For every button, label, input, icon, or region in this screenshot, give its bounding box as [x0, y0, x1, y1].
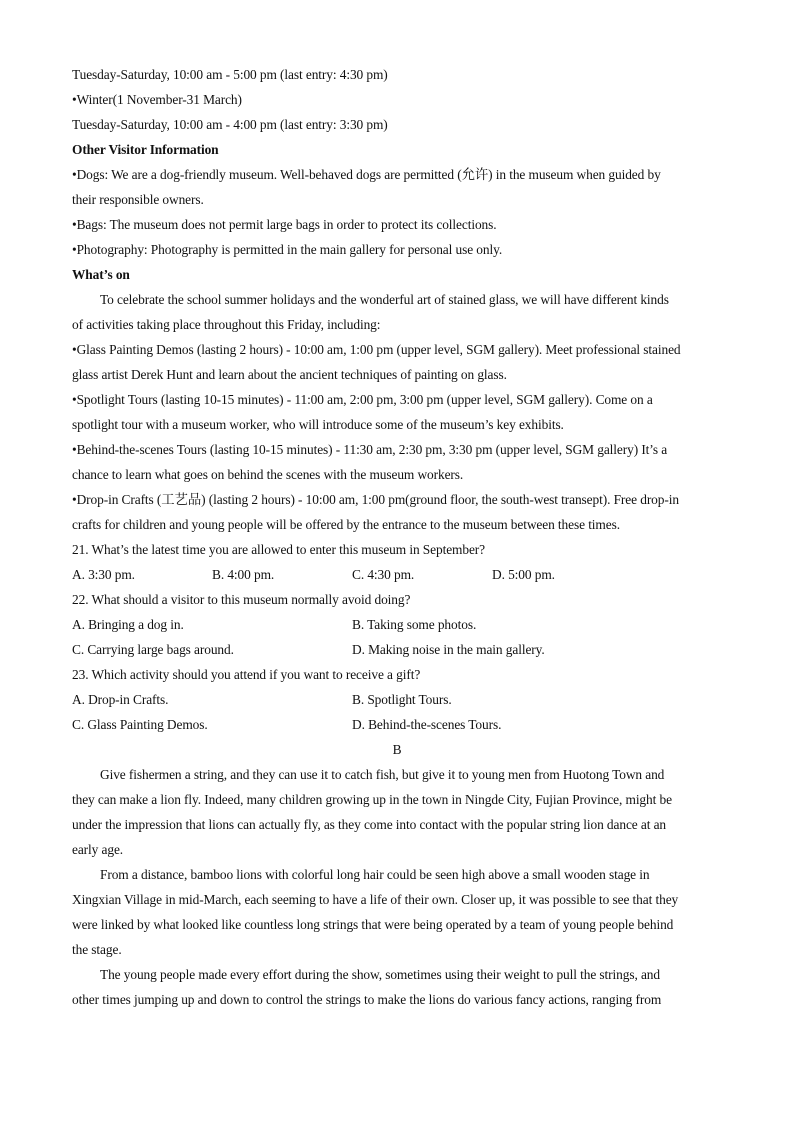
passage-b-p2-line-2: Xingxian Village in mid-March, each seeming to have a life of their own. Closer up, it was possible to see that they — [72, 892, 679, 907]
summer-hours: Tuesday-Saturday, 10:00 am - 5:00 pm (last entry: 4:30 pm) — [72, 67, 388, 82]
whats-on-intro-line-2: of activities taking place throughout this Friday, including: — [72, 317, 381, 332]
q21-option-b: B. 4:00 pm. — [212, 567, 275, 582]
dogs-info-line-1: •Dogs: We are a dog-friendly museum. Well-behaved dogs are permitted (允许) in the museum when guided by — [72, 167, 661, 182]
spotlight-tours-line-2: spotlight tour with a museum worker, who will introduce some of the museum’s key exhibits. — [72, 417, 564, 432]
question-21: 21. What’s the latest time you are allowed to enter this museum in September? — [72, 542, 486, 557]
q22-option-a: A. Bringing a dog in. — [72, 617, 184, 632]
whats-on-intro-line-1: To celebrate the school summer holidays and the wonderful art of stained glass, we will have different kinds — [100, 292, 669, 307]
glass-painting-line-2: glass artist Derek Hunt and learn about the ancient techniques of painting on glass. — [72, 367, 507, 382]
question-22-options-cd — [72, 637, 722, 662]
whats-on-heading: What’s on — [72, 267, 130, 282]
passage-b-p3-line-1: The young people made every effort during the show, sometimes using their weight to pull the strings, and — [100, 967, 660, 982]
winter-hours: Tuesday-Saturday, 10:00 am - 4:00 pm (last entry: 3:30 pm) — [72, 117, 388, 132]
dogs-info-line-2: their responsible owners. — [72, 192, 204, 207]
passage-b-p2-line-1: From a distance, bamboo lions with colorful long hair could be seen high above a small wooden stage in — [100, 867, 650, 882]
question-22-options-ab — [72, 612, 722, 637]
passage-b-p1-line-2: they can make a lion fly. Indeed, many children growing up in the town in Ningde City, Fujian Province, might be — [72, 792, 672, 807]
passage-b-p2-line-3: were linked by what looked like countless long strings that were being operated by a team of young people behind — [72, 917, 674, 932]
q23-option-c: C. Glass Painting Demos. — [72, 717, 208, 732]
bags-info: •Bags: The museum does not permit large bags in order to protect its collections. — [72, 217, 497, 232]
q22-option-c: C. Carrying large bags around. — [72, 642, 234, 657]
q21-option-a: A. 3:30 pm. — [72, 567, 135, 582]
passage-b-p3-line-2: other times jumping up and down to control the strings to make the lions do various fancy actions, ranging from — [72, 992, 662, 1007]
passage-b-p1-line-1: Give fishermen a string, and they can use it to catch fish, but give it to young men from Huotong Town and — [100, 767, 665, 782]
dropin-crafts-line-1: •Drop-in Crafts (工艺品) (lasting 2 hours) - 10:00 am, 1:00 pm(ground floor, the south-west transept). Free drop-in — [72, 492, 679, 507]
q21-option-c: C. 4:30 pm. — [352, 567, 415, 582]
q23-option-b: B. Spotlight Tours. — [352, 692, 452, 707]
document-page — [72, 62, 722, 1012]
question-23: 23. Which activity should you attend if you want to receive a gift? — [72, 667, 421, 682]
photography-info: •Photography: Photography is permitted in the main gallery for personal use only. — [72, 242, 503, 257]
question-21-options — [72, 562, 722, 587]
question-23-options-cd — [72, 712, 722, 737]
passage-b-p2-line-4: the stage. — [72, 942, 122, 957]
visitor-info-heading: Other Visitor Information — [72, 142, 219, 157]
winter-label: •Winter(1 November-31 March) — [72, 92, 242, 107]
glass-painting-line-1: •Glass Painting Demos (lasting 2 hours) - 10:00 am, 1:00 pm (upper level, SGM gallery). Meet professional stained — [72, 342, 681, 357]
dropin-crafts-line-2: crafts for children and young people will be offered by the entrance to the museum between these times. — [72, 517, 620, 532]
q21-option-d: D. 5:00 pm. — [492, 567, 555, 582]
q22-option-b: B. Taking some photos. — [352, 617, 477, 632]
behind-scenes-line-2: chance to learn what goes on behind the scenes with the museum workers. — [72, 467, 464, 482]
q22-option-d: D. Making noise in the main gallery. — [352, 642, 545, 657]
question-22: 22. What should a visitor to this museum normally avoid doing? — [72, 592, 411, 607]
q23-option-a: A. Drop-in Crafts. — [72, 692, 169, 707]
question-23-options-ab — [72, 687, 722, 712]
spotlight-tours-line-1: •Spotlight Tours (lasting 10-15 minutes) - 11:00 am, 2:00 pm, 3:00 pm (upper level, SGM gallery). Come on a — [72, 392, 653, 407]
passage-b-p1-line-4: early age. — [72, 842, 124, 857]
passage-b-label: B — [392, 742, 402, 757]
behind-scenes-line-1: •Behind-the-scenes Tours (lasting 10-15 minutes) - 11:30 am, 2:30 pm, 3:30 pm (upper level, SGM gallery) It’s a — [72, 442, 668, 457]
passage-b-p1-line-3: under the impression that lions can actually fly, as they come into contact with the popular string lion dance at an — [72, 817, 667, 832]
q23-option-d: D. Behind-the-scenes Tours. — [352, 717, 502, 732]
